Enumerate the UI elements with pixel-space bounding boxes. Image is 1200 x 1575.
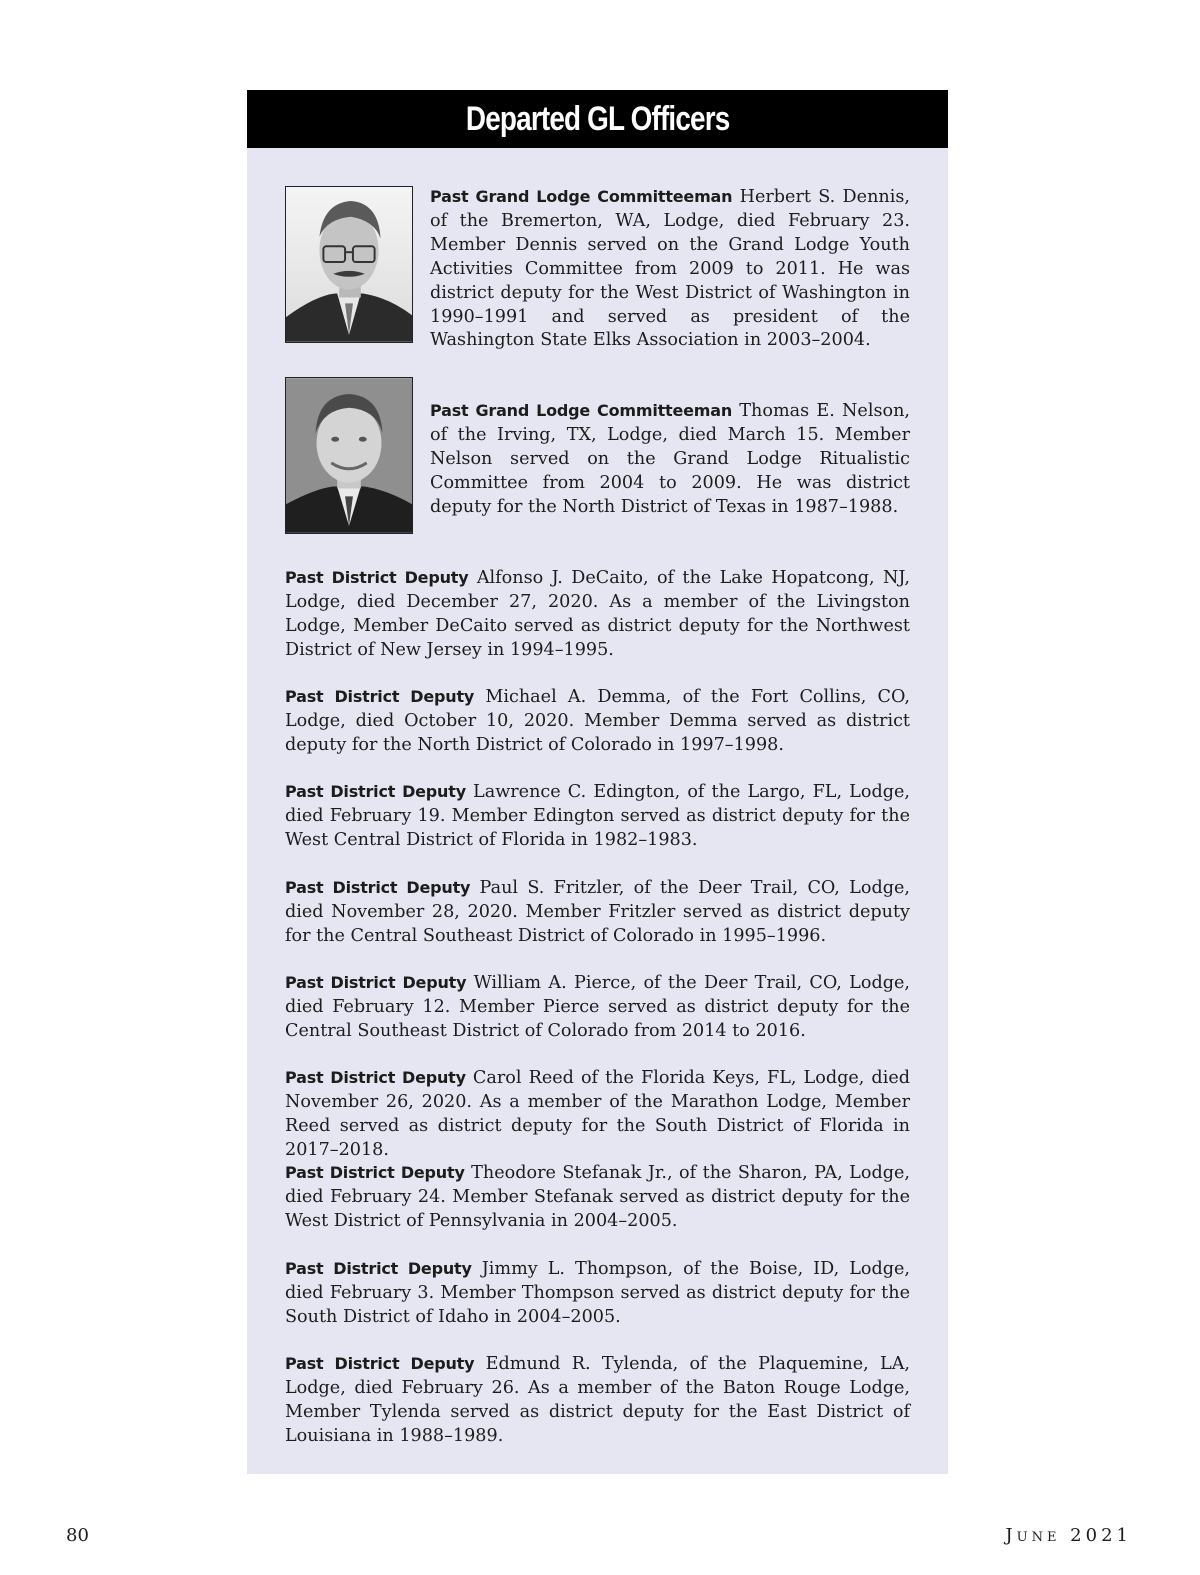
section-title: Departed GL Officers xyxy=(465,100,730,138)
obituary-entry xyxy=(285,566,910,663)
entry-title: Past District Deputy xyxy=(285,782,466,801)
entry-title: Past District Deputy xyxy=(285,568,469,587)
obituary-panel xyxy=(247,90,948,1474)
entry-text: Alfonso J. DeCaito, of the Lake Hopatcong, NJ, Lodge, died December 27, 2020. As a member of the Livingston Lodge, Member DeCaito served as district deputy for the Northwest District of New Jersey in 1994–1995. xyxy=(285,568,910,660)
entry-title: Past District Deputy xyxy=(285,973,467,992)
entry-text: Lawrence C. Edington, of the Largo, FL, Lodge, died February 19. Member Edington served as district deputy for the West Central District of Florida in 1982–1983. xyxy=(285,782,910,850)
obituary-entry xyxy=(285,685,910,758)
entry-text: Jimmy L. Thompson, of the Boise, ID, Lodge, died February 3. Member Thompson served as district deputy for the South District of Idaho in 2004–2005. xyxy=(285,1259,910,1327)
obituary-entry xyxy=(285,971,910,1044)
entry-text: Herbert S. Dennis, of the Bremerton, WA, Lodge, died February 23. Member Dennis served on the Grand Lodge Youth Activities Committee from 2009 to 2011. He was district deputy for the West District of Washington in 1990–1991 and served as president of the Washington State Elks Association in 2003–2004. xyxy=(430,187,910,351)
entry-title: Past District Deputy xyxy=(285,878,471,897)
entry-text: Edmund R. Tylenda, of the Plaquemine, LA, Lodge, died February 26. As a member of the Baton Rouge Lodge, Member Tylenda served as district deputy for the East District of Louisiana in 1988–1989. xyxy=(285,1354,910,1446)
entry-title: Past District Deputy xyxy=(285,1163,465,1182)
obituary-entry xyxy=(285,780,910,853)
entry-title: Past District Deputy xyxy=(285,687,475,706)
entry-text: Michael A. Demma, of the Fort Collins, CO, Lodge, died October 10, 2020. Member Demma served as district deputy for the North District of Colorado in 1997–1998. xyxy=(285,687,910,755)
entry-title: Past District Deputy xyxy=(285,1354,475,1373)
entry-title: Past Grand Lodge Committeeman xyxy=(430,401,733,420)
obituary-entry xyxy=(285,1161,910,1234)
portrait-image-nelson xyxy=(286,378,412,533)
entry-text: William A. Pierce, of the Deer Trail, CO, Lodge, died February 12. Member Pierce served as district deputy for the Central Southeast District of Colorado from 2014 to 2016. xyxy=(285,973,910,1041)
page-number: 80 xyxy=(66,1525,89,1546)
issue-date: June 2021 xyxy=(1005,1525,1132,1546)
entry-text: Carol Reed of the Florida Keys, FL, Lodge, died November 26, 2020. As a member of the Marathon Lodge, Member Reed served as district deputy for the South District of Florida in 2017–2018. xyxy=(285,1068,910,1160)
obituary-entry xyxy=(285,1066,910,1163)
obituary-entry xyxy=(430,185,910,353)
obituary-entry xyxy=(285,1257,910,1330)
entry-title: Past District Deputy xyxy=(285,1259,472,1278)
portrait-image-dennis xyxy=(286,187,412,342)
entry-text: Paul S. Fritzler, of the Deer Trail, CO, Lodge, died November 28, 2020. Member Fritzler served as district deputy for the Central Southeast District of Colorado in 1995–1996. xyxy=(285,878,910,946)
section-title-banner xyxy=(247,90,948,148)
entry-title: Past Grand Lodge Committeeman xyxy=(430,187,733,206)
entry-title: Past District Deputy xyxy=(285,1068,466,1087)
obituary-entry xyxy=(430,399,910,520)
portrait-photo-nelson xyxy=(285,377,413,534)
portrait-photo-dennis xyxy=(285,186,413,343)
obituary-entry xyxy=(285,876,910,949)
obituary-entry xyxy=(285,1352,910,1449)
entry-text: Thomas E. Nelson, of the Irving, TX, Lodge, died March 15. Member Nelson served on the Grand Lodge Ritualistic Committee from 2004 to 2009. He was district deputy for the North District of Texas in 1987–1988. xyxy=(430,401,910,517)
entry-text: Theodore Stefanak Jr., of the Sharon, PA, Lodge, died February 24. Member Stefanak served as district deputy for the West District of Pennsylvania in 2004–2005. xyxy=(285,1163,910,1231)
